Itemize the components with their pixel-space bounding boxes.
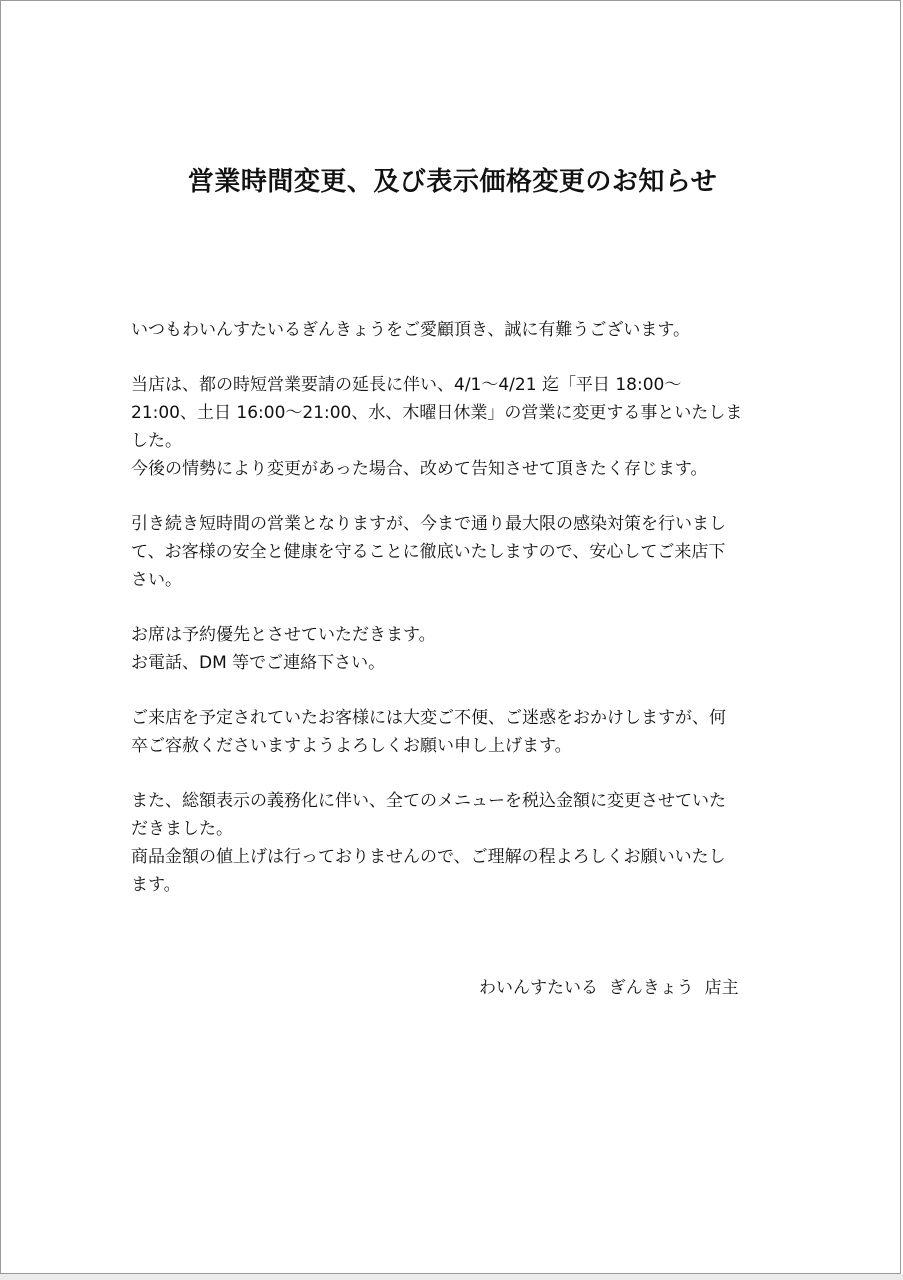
text-line: いつもわいんすたいるぎんきょうをご愛顧頂き、誠に有難うございます。 (131, 320, 690, 340)
text-line: 当店は、都の時短営業要請の延長に伴い、4/1〜4/21 迄「平日 18:00〜 (131, 375, 682, 395)
text-line: て、お客様の安全と健康を守ることに徹底いたしますので、安心してご来店下 (131, 542, 726, 562)
paragraph-hours-change (131, 371, 781, 483)
document-title: 営業時間変更、及び表示価格変更のお知らせ (187, 167, 718, 197)
paragraph-apology (131, 704, 781, 760)
signature: わいんすたいる ぎんきょう 店主 (479, 978, 739, 998)
text-line: 卒ご容赦くださいますようよろしくお願い申し上げます。 (131, 736, 572, 756)
text-line: ご来店を予定されていたお客様には大変ご不便、ご迷惑をおかけしますが、何 (131, 708, 726, 728)
text-line: 今後の情勢により変更があった場合、改めて告知させて頂きたく存じます。 (131, 459, 708, 479)
text-line: お席は予約優先とさせていただきます。 (131, 625, 436, 645)
paragraph-infection-measures (131, 510, 781, 594)
text-line: ます。 (131, 875, 181, 895)
page-shadow (0, 1274, 903, 1280)
text-line: した。 (131, 431, 182, 451)
document-body (131, 316, 781, 926)
text-line: また、総額表示の義務化に伴い、全てのメニューを税込金額に変更させていた (131, 791, 726, 811)
text-line: さい。 (131, 570, 182, 590)
text-line: 商品金額の値上げは行っておりませんので、ご理解の程よろしくお願いいたし (131, 847, 726, 867)
text-line: 引き続き短時間の営業となりますが、今まで通り最大限の感染対策を行いまし (131, 514, 726, 534)
paragraph-price-display (131, 787, 781, 899)
text-line: 21:00、土日 16:00〜21:00、水、木曜日休業」の営業に変更する事といたしま (131, 403, 743, 423)
paragraph-reservation (131, 621, 781, 677)
text-line: お電話、DM 等でご連絡下さい。 (131, 653, 386, 673)
paragraph-greeting (131, 316, 781, 344)
text-line: だきました。 (131, 819, 233, 839)
